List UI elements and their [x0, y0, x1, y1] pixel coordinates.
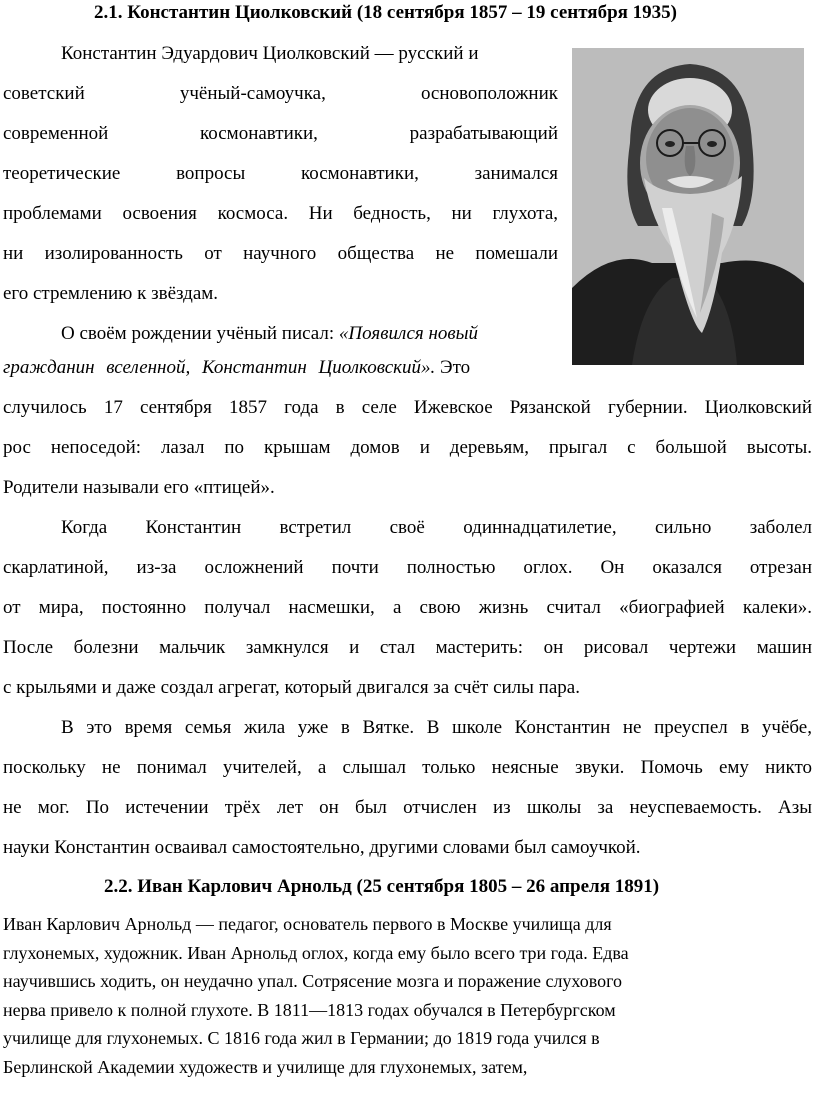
paragraph-line — [61, 323, 478, 345]
paragraph-text: О своём рождении учёный писал: — [61, 323, 339, 344]
section-heading-arnold: 2.2. Иван Карлович Арнольд (25 сентября 1805 – 26 апреля 1891) — [104, 876, 660, 897]
quote-text: гражданин вселенной, Константин Циолковский». — [3, 357, 436, 378]
paragraph-line: советский учёный-самоучка, основоположник — [3, 83, 558, 104]
quote-text: «Появился новый — [338, 323, 479, 344]
paragraph-line: Берлинской Академии художеств и училище для глухонемых, затем, — [3, 1057, 528, 1077]
paragraph-line: его стремлению к звёздам. — [3, 283, 219, 304]
paragraph-line: скарлатиной, из-за осложнений почти полностью оглох. Он оказался отрезан — [3, 557, 812, 578]
paragraph-line: В это время семья жила уже в Вятке. В школе Константин не преуспел в учёбе, — [61, 717, 812, 738]
paragraph-line: от мира, постоянно получал насмешки, а свою жизнь считал «биографией калеки». — [3, 597, 812, 618]
portrait-photo-tsiolkovsky — [572, 48, 804, 365]
paragraph-line — [3, 357, 558, 379]
paragraph-line: Константин Эдуардович Циолковский — русский и — [61, 43, 479, 64]
paragraph-line: училище для глухонемых. С 1816 года жил в Германии; до 1819 года учился в — [3, 1028, 600, 1048]
paragraph-line: После болезни мальчик замкнулся и стал мастерить: он рисовал чертежи машин — [3, 637, 812, 658]
paragraph-line: глухонемых, художник. Иван Арнольд оглох, когда ему было всего три года. Едва — [3, 943, 629, 963]
paragraph-line: случилось 17 сентября 1857 года в селе Ижевское Рязанской губернии. Циолковский — [3, 397, 812, 418]
paragraph-line: не мог. По истечении трёх лет он был отчислен из школы за неуспеваемость. Азы — [3, 797, 812, 818]
paragraph-text: Это — [435, 357, 471, 378]
paragraph-line: теоретические вопросы космонавтики, занимался — [3, 163, 558, 184]
paragraph-line: рос непоседой: лазал по крышам домов и деревьям, прыгал с большой высоты. — [3, 437, 812, 458]
paragraph-line: науки Константин осваивал самостоятельно, другими словами был самоучкой. — [3, 837, 641, 858]
paragraph-line: Когда Константин встретил своё одиннадцатилетие, сильно заболел — [61, 517, 812, 538]
paragraph-line: Иван Карлович Арнольд — педагог, основатель первого в Москве училища для — [3, 914, 612, 934]
paragraph-line: ни изолированность от научного общества не помешали — [3, 243, 558, 264]
paragraph-line: с крыльями и даже создал агрегат, который двигался за счёт силы пара. — [3, 677, 580, 698]
paragraph-line: Родители называли его «птицей». — [3, 477, 275, 498]
paragraph-line: современной космонавтики, разрабатывающий — [3, 123, 558, 144]
paragraph-line: поскольку не понимал учителей, а слышал только неясные звуки. Помочь ему никто — [3, 757, 812, 778]
paragraph-line: нерва привело к полной глухоте. В 1811—1813 годах обучался в Петербургском — [3, 1000, 616, 1020]
section-heading-tsiolkovsky: 2.1. Константин Циолковский (18 сентября 1857 – 19 сентября 1935) — [94, 2, 677, 23]
paragraph-line: научившись ходить, он неудачно упал. Сотрясение мозга и поражение слухового — [3, 971, 623, 991]
paragraph-line: проблемами освоения космоса. Ни бедность, ни глухота, — [3, 203, 558, 224]
